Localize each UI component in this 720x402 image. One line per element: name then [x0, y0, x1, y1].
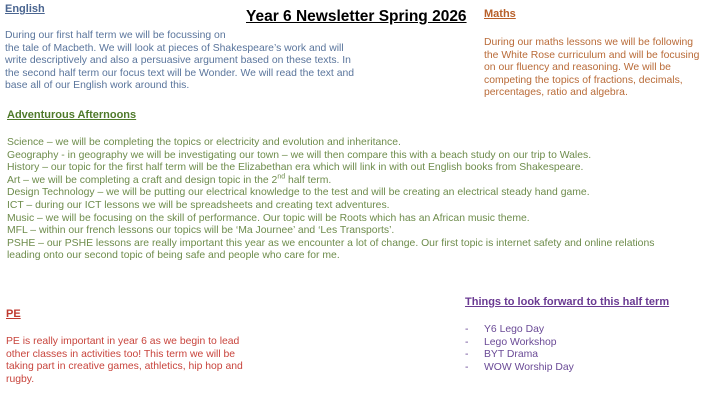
things-list: [465, 324, 574, 374]
english-line: During our first half term we will be focussing on: [5, 30, 226, 41]
subject-design-technology: Design Technology – we will be putting our electrical knowledge to the test and will be creating an electrical steady hand game.: [7, 187, 590, 199]
dash-bullet: -: [465, 361, 469, 373]
pe-line: other classes in activities too! This term we will be: [6, 348, 236, 360]
art-text-end: half term.: [285, 174, 332, 186]
english-line: base all of our English work around this.: [5, 80, 190, 92]
page-title: Year 6 Newsletter Spring 2026: [246, 8, 467, 25]
things-item: [465, 362, 574, 375]
subject-ict: ICT – during our ICT lessons we will be spreadsheets and creating text adventures.: [7, 199, 390, 211]
pe-line: taking part in creative games, athletics, hip hop and: [6, 361, 243, 373]
subject-history: History – our topic for the first half term will be the Elizabethan era which will link in with out English books from Shakespeare.: [7, 162, 584, 174]
subject-pshe: PSHE – our PSHE lessons are really important this year as we encounter a lot of change. Our first topic is internet safety and online relations: [7, 237, 655, 249]
adventurous-afternoons-list: [7, 137, 719, 263]
maths-line: the White Rose curriculum and will be focusing: [484, 49, 700, 61]
subject-geography: Geography - in geography we will be investigating our town – we will then compare this with a beach study on our trip to Wales.: [7, 149, 592, 161]
things-heading: Things to look forward to this half term: [465, 296, 670, 308]
subject-music: Music – we will be focusing on the skill of performance. Our topic will be Roots which has an African music theme.: [7, 212, 530, 224]
english-body: [5, 30, 405, 93]
english-heading: English: [5, 3, 45, 15]
maths-line: During our maths lessons we will be following: [484, 37, 694, 48]
dash-bullet: -: [465, 336, 469, 348]
english-line: write descriptively and also a persuasive argument based on these texts. In: [5, 55, 351, 67]
pe-body: [6, 336, 276, 386]
things-item-label: WOW Worship Day: [484, 361, 574, 373]
english-line: the tale of Macbeth. We will look at pieces of Shakespeare’s work and will: [5, 42, 344, 54]
things-item: [465, 337, 574, 350]
pe-line: rugby.: [6, 373, 35, 385]
things-item-label: Y6 Lego Day: [484, 324, 545, 335]
things-item-label: Lego Workshop: [484, 336, 557, 348]
maths-heading: Maths: [484, 8, 516, 20]
things-item: [465, 324, 574, 337]
dash-bullet: -: [465, 324, 469, 335]
things-item-label: BYT Drama: [484, 349, 539, 361]
art-superscript: nd: [277, 173, 286, 181]
maths-body: [484, 37, 720, 100]
subject-pshe-continued: leading onto our second topic of being safe and people who care for me.: [7, 250, 340, 262]
adventurous-afternoons-heading: Adventurous Afternoons: [7, 109, 137, 121]
things-item: [465, 349, 574, 362]
english-line: the second half term our focus text will be Wonder. We will read the text and: [5, 67, 355, 79]
pe-heading: PE: [6, 308, 21, 320]
maths-line: on our fluency and reasoning. We will be: [484, 62, 671, 74]
maths-line: percentages, ratio and algebra.: [484, 87, 628, 99]
pe-line: PE is really important in year 6 as we begin to lead: [6, 336, 240, 347]
subject-mfl: MFL – within our french lessons our topics will be ‘Ma Journee’ and ‘Les Transports’.: [7, 225, 395, 237]
art-text: Art – we will be completing a craft and design topic in the 2: [7, 174, 278, 186]
maths-line: competing the topics of fractions, decimals,: [484, 74, 683, 86]
dash-bullet: -: [465, 349, 469, 361]
subject-art: [7, 175, 719, 188]
subject-science: Science – we will be completing the topics or electricity and evolution and inheritance.: [7, 137, 401, 148]
